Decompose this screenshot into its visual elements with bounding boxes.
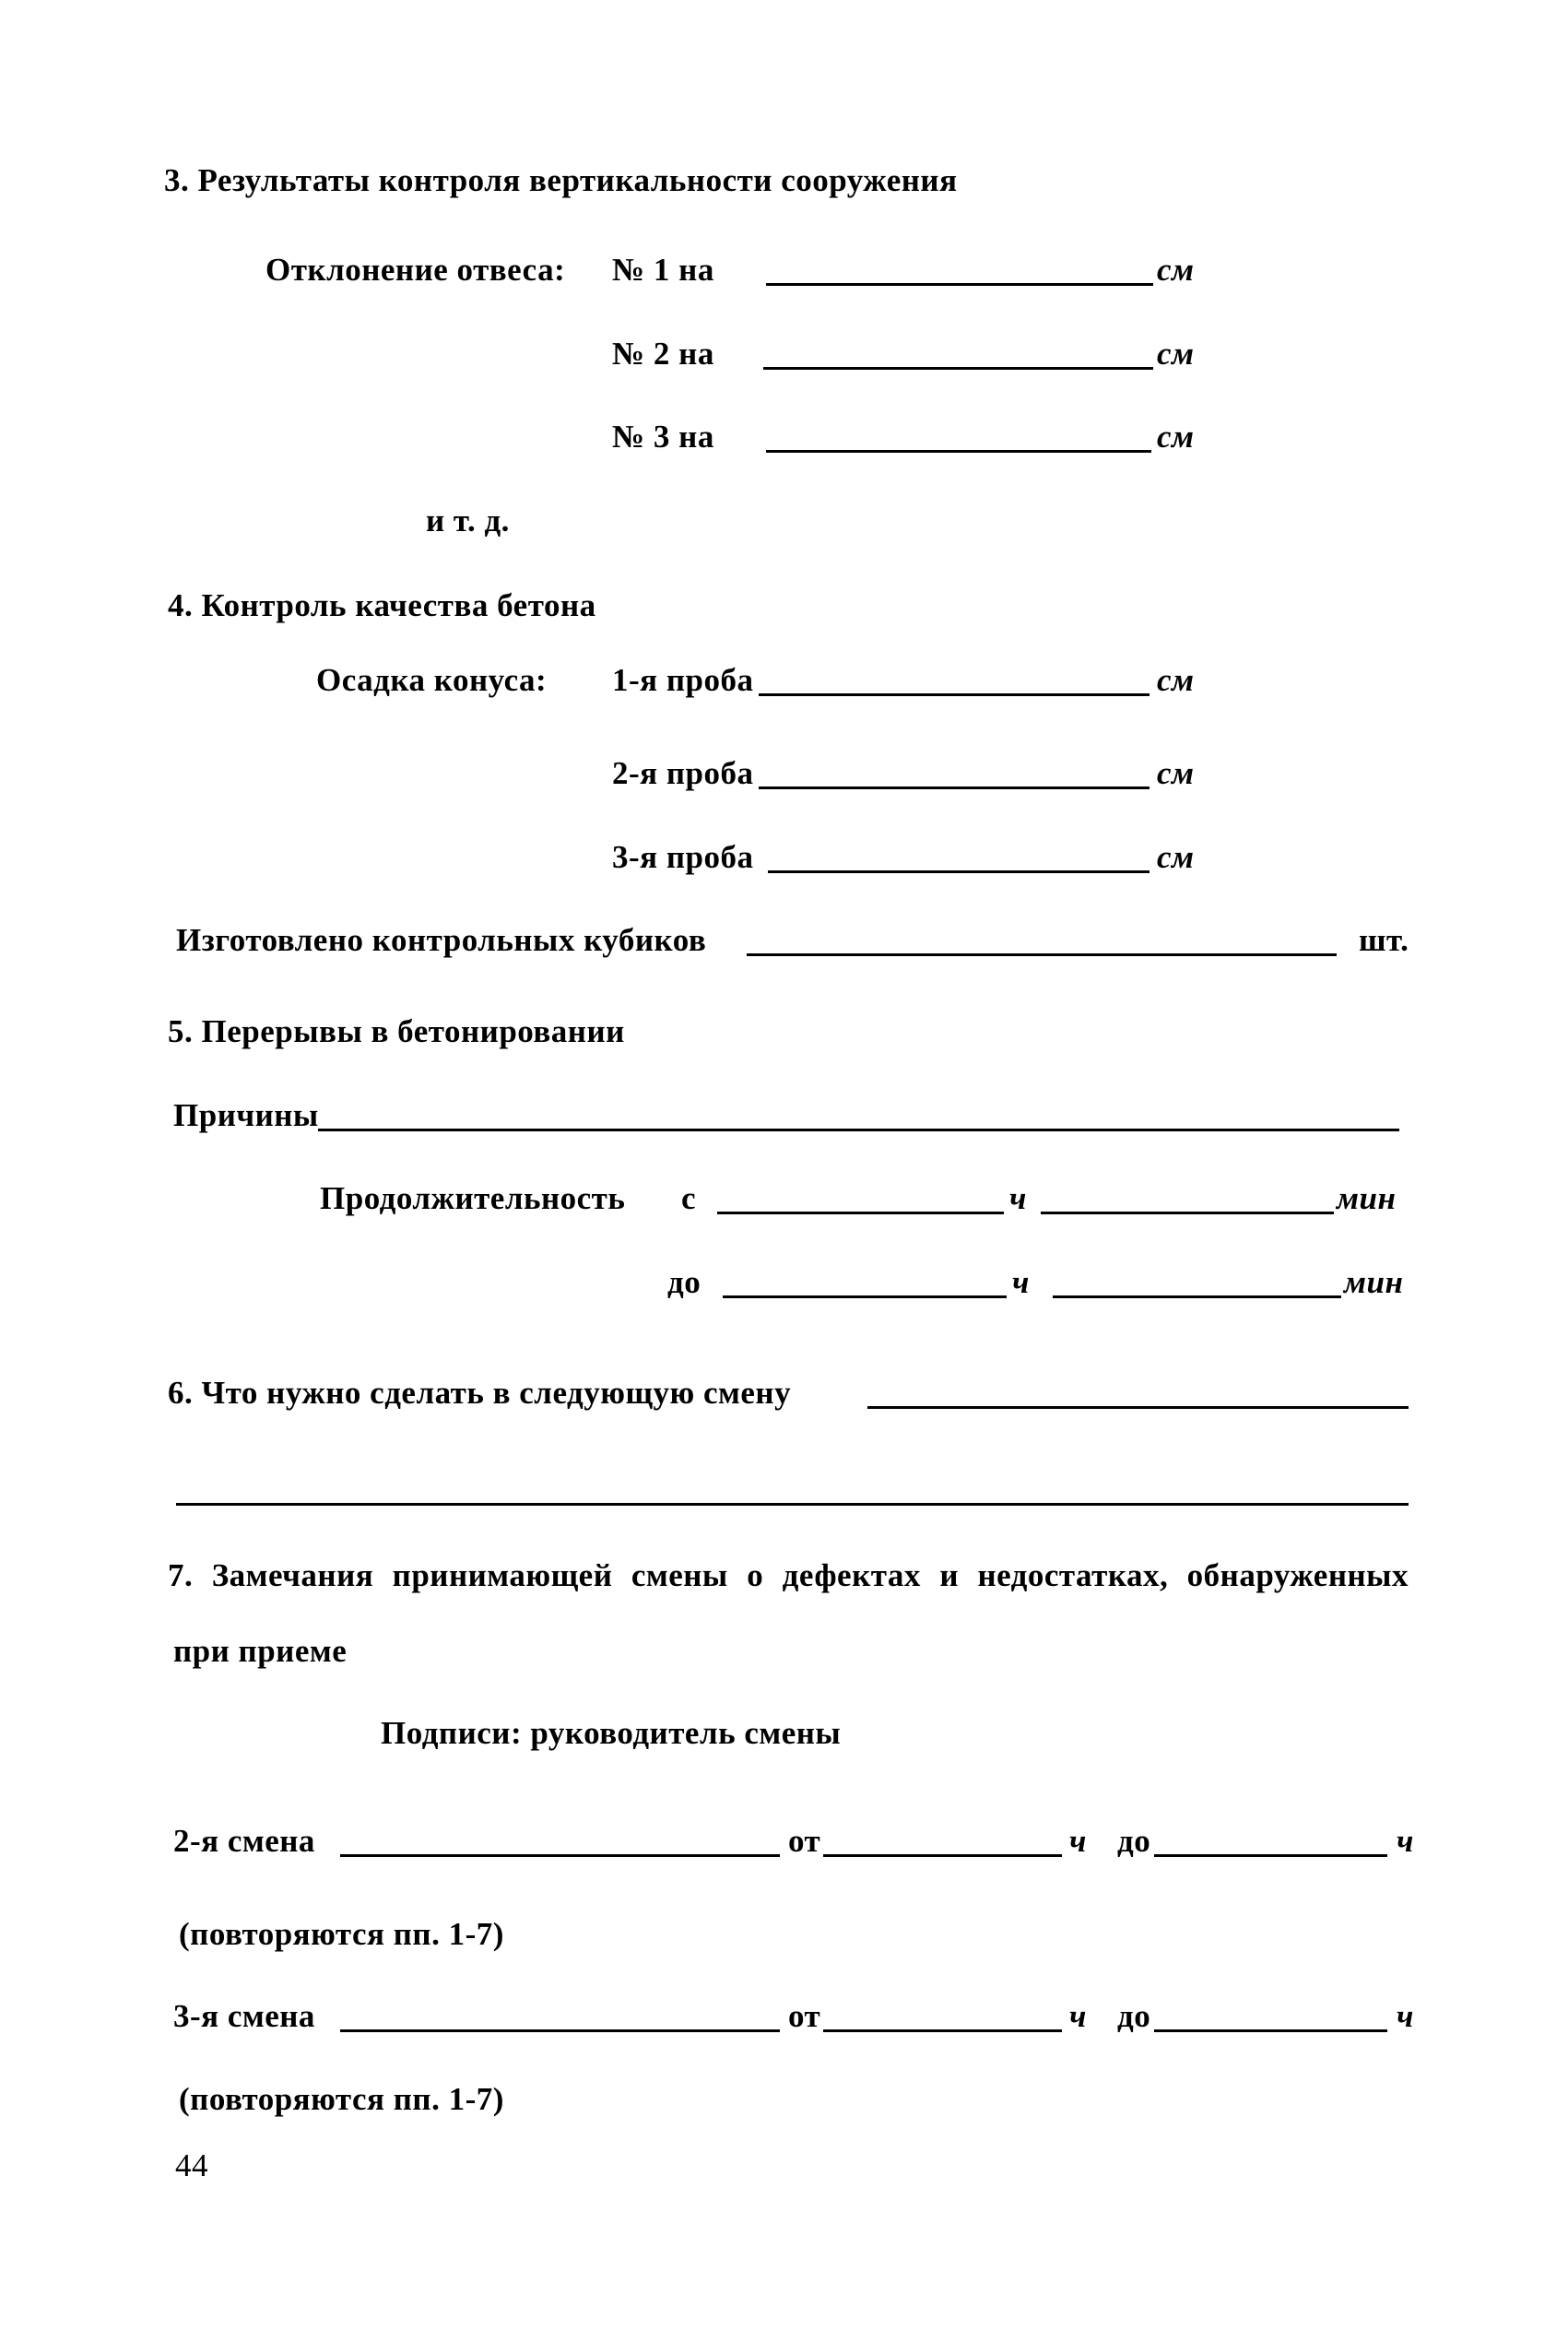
from-minute-unit: мин [1337, 1180, 1397, 1216]
duration-from-label: с [681, 1180, 697, 1216]
sample-2-label: 2-я проба [612, 755, 754, 791]
from-minute-field[interactable] [1041, 1212, 1334, 1214]
shift-3-name-field[interactable] [340, 2029, 780, 2032]
section-7-heading-cont: при приеме [173, 1633, 348, 1669]
shift-2-to-unit: ч [1397, 1823, 1414, 1859]
plumb-3-field[interactable] [766, 450, 1151, 453]
shift-2-to-label: до [1117, 1823, 1151, 1859]
from-hour-field[interactable] [717, 1212, 1004, 1214]
section-3-heading: 3. Результаты контроля вертикальности сооружения [164, 162, 958, 198]
shift-3-from-unit: ч [1069, 1998, 1087, 2034]
shift-3-from-label: от [788, 1998, 821, 2034]
cone-slump-label: Осадка конуса: [316, 662, 548, 698]
section-7-heading: 7. Замечания принимающей смены о дефектах и недостатках, обнаруженных [168, 1557, 1409, 1593]
plumb-deviation-label: Отклонение отвеса: [265, 252, 566, 288]
plumb-1-label: № 1 на [612, 252, 714, 288]
shift-3-label: 3-я смена [173, 1998, 315, 2034]
shift-2-note: (повторяются пп. 1-7) [179, 1916, 504, 1952]
cubes-unit: шт. [1359, 922, 1409, 958]
to-hour-unit: ч [1012, 1264, 1030, 1300]
cubes-label: Изготовлено контрольных кубиков [176, 922, 707, 958]
sample-3-label: 3-я проба [612, 839, 754, 875]
plumb-2-label: № 2 на [612, 336, 714, 372]
section-5-heading: 5. Перерывы в бетонировании [168, 1013, 625, 1049]
shift-3-note: (повторяются пп. 1-7) [179, 2081, 504, 2117]
sample-1-unit: см [1157, 662, 1195, 698]
sample-1-label: 1-я проба [612, 662, 754, 698]
section-6-heading: 6. Что нужно сделать в следующую смену [168, 1375, 792, 1411]
shift-2-to-field[interactable] [1154, 1854, 1387, 1857]
next-shift-field-line-2[interactable] [176, 1503, 1409, 1506]
page-number: 44 [175, 2147, 208, 2183]
reasons-field[interactable] [318, 1129, 1399, 1131]
to-minute-unit: мин [1344, 1264, 1404, 1300]
next-shift-field[interactable] [867, 1406, 1409, 1409]
shift-3-to-label: до [1117, 1998, 1151, 2034]
plumb-2-unit: см [1157, 336, 1195, 372]
sample-2-field[interactable] [759, 787, 1149, 789]
from-hour-unit: ч [1009, 1180, 1027, 1216]
plumb-3-unit: см [1157, 419, 1195, 455]
etc-text: и т. д. [426, 503, 510, 538]
plumb-1-field[interactable] [766, 283, 1153, 286]
cubes-field[interactable] [747, 953, 1337, 956]
signatures-label: Подписи: руководитель смены [381, 1715, 842, 1751]
to-hour-field[interactable] [723, 1295, 1007, 1298]
reasons-label: Причины [173, 1097, 319, 1133]
sample-2-unit: см [1157, 755, 1195, 791]
shift-2-from-field[interactable] [823, 1854, 1062, 1857]
duration-to-label: до [667, 1264, 701, 1300]
section-4-heading: 4. Контроль качества бетона [168, 587, 596, 623]
sample-1-field[interactable] [759, 693, 1149, 696]
sample-3-field[interactable] [768, 870, 1149, 873]
shift-3-to-field[interactable] [1154, 2029, 1387, 2032]
plumb-1-unit: см [1157, 252, 1195, 288]
shift-2-name-field[interactable] [340, 1854, 780, 1857]
shift-2-from-unit: ч [1069, 1823, 1087, 1859]
shift-2-label: 2-я смена [173, 1823, 315, 1859]
shift-3-to-unit: ч [1397, 1998, 1414, 2034]
plumb-2-field[interactable] [763, 367, 1153, 370]
shift-2-from-label: от [788, 1823, 821, 1859]
plumb-3-label: № 3 на [612, 419, 714, 455]
sample-3-unit: см [1157, 839, 1195, 875]
duration-label: Продолжительность [320, 1180, 626, 1216]
to-minute-field[interactable] [1053, 1295, 1341, 1298]
shift-3-from-field[interactable] [823, 2029, 1062, 2032]
